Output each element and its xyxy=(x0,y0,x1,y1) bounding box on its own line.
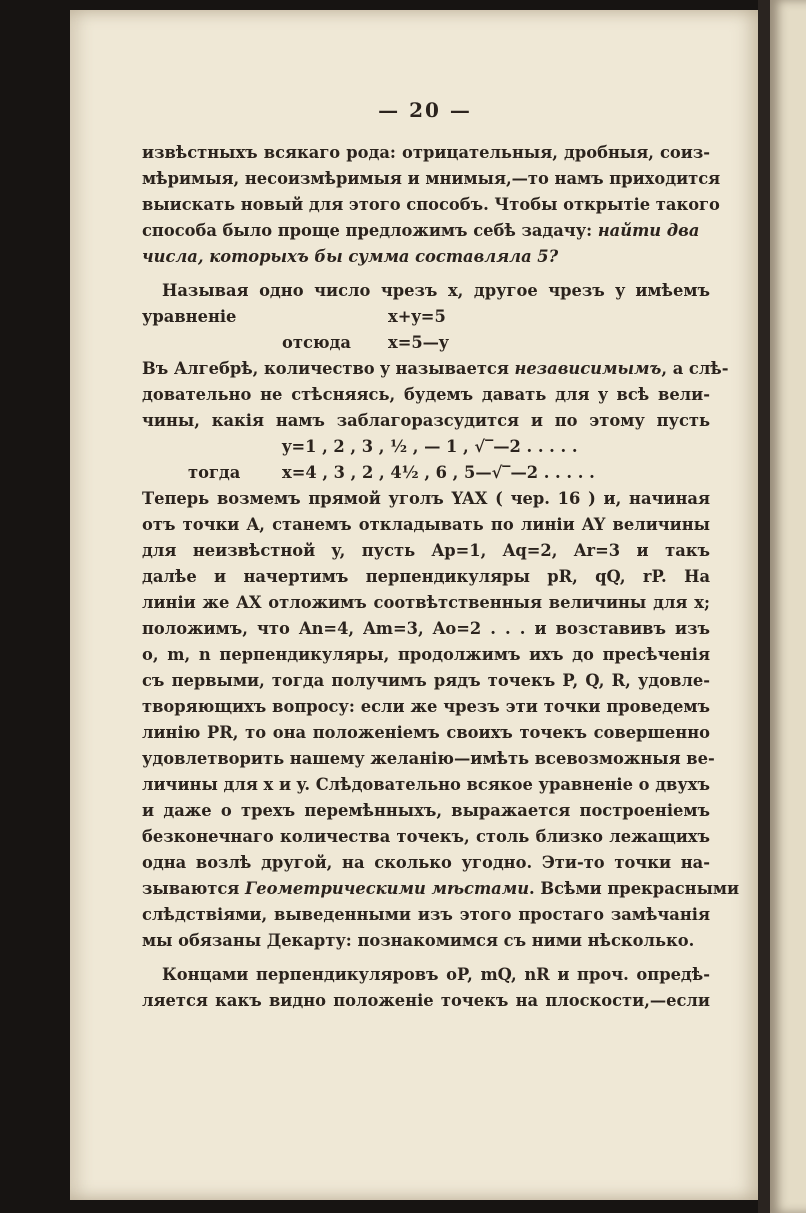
text-line xyxy=(142,876,740,902)
text-span: способа было проще предложимъ себѣ задачу: xyxy=(142,221,598,240)
text-line: Концами перпендикуляровъ oP, mQ, nR и проч. опредѣ- xyxy=(162,965,710,984)
italic-span: Геометрическими мѣстами xyxy=(244,879,530,898)
text-line xyxy=(142,460,710,486)
italic-span: независимымъ xyxy=(514,359,662,378)
text-span: зываются xyxy=(142,879,245,898)
text-line: съ первыми, тогда получимъ рядъ точекъ P, Q, R, удовле- xyxy=(142,671,710,690)
text-line: довательно не стѣсняясь, будемъ давать для y всѣ вели- xyxy=(142,385,710,404)
text-line: линіи же AX отложимъ соотвѣтственныя величины для x; xyxy=(142,593,710,612)
text-span: , а слѣ- xyxy=(661,359,729,378)
text-line: личины для x и y. Слѣдовательно всякое уравненіе о двухъ xyxy=(142,775,710,794)
equation: x=5—y xyxy=(388,333,449,352)
text-line xyxy=(142,356,729,382)
text-line: и даже о трехъ перемѣнныхъ, выражается построеніемъ xyxy=(142,801,710,820)
text-line: мѣримыя, несоизмѣримыя и мнимыя,—то намъ приходится xyxy=(142,169,721,188)
text-line: мы обязаны Декарту: познакомимся съ ними нѣсколько. xyxy=(142,931,695,950)
text-line: ляется какъ видно положеніе точекъ на плоскости,—если xyxy=(142,991,710,1010)
y-values-line: y=1 , 2 , 3 , ½ , — 1 , √‾—2 . . . . . xyxy=(282,437,578,456)
text-line: чины, какія намъ заблагоразсудится и по этому пусть xyxy=(142,411,710,430)
text-line: безконечнаго количества точекъ, столь близко лежащихъ xyxy=(142,827,710,846)
text-line: линію PR, то она положеніемъ своихъ точекъ совершенно xyxy=(142,723,710,742)
text-line: творяющихъ вопросу: если же чрезъ эти точки проведемъ xyxy=(142,697,710,716)
text-line: извѣстныхъ всякаго рода: отрицательныя, дробныя, соиз- xyxy=(142,143,710,162)
text-line: o, m, n перпендикуляры, продолжимъ ихъ до пресѣченія xyxy=(142,645,710,664)
text-line xyxy=(142,304,710,330)
text-span: тогда xyxy=(188,463,241,482)
next-page-edge xyxy=(770,0,806,1213)
text-line: слѣдствіями, выведенными изъ этого простаго замѣчанія xyxy=(142,905,710,924)
text-line: Теперь возмемъ прямой уголъ YAX ( чер. 16 ) и, начиная xyxy=(142,489,710,508)
text-line: отъ точки A, станемъ откладывать по линіи AY величины xyxy=(142,515,710,534)
italic-span: найти два xyxy=(597,221,700,240)
text-line xyxy=(142,218,710,244)
text-line: удовлетворить нашему желанію—имѣть всевозможныя ве- xyxy=(142,749,715,768)
text-line: для неизвѣстной y, пусть Ap=1, Aq=2, Ar=3 и такъ xyxy=(142,541,710,560)
equation: x+y=5 xyxy=(388,307,446,326)
text-line: числа, которыхъ бы сумма составляла 5? xyxy=(142,247,559,266)
x-values-line: x=4 , 3 , 2 , 4½ , 6 , 5—√‾—2 . . . . . xyxy=(282,463,595,482)
text-line: далѣе и начертимъ перпендикуляры pR, qQ, rP. На xyxy=(142,567,710,586)
text-line: одна возлѣ другой, на сколько угодно. Эти-то точки на- xyxy=(142,853,710,872)
text-span: . Всѣми прекрасными xyxy=(529,879,740,898)
text-span: отсюда xyxy=(282,333,351,352)
text-span: Въ Алгебрѣ, количество y называется xyxy=(142,359,515,378)
text-line xyxy=(142,330,710,356)
text-line: выискать новый для этого способъ. Чтобы открытіе такого xyxy=(142,195,720,214)
text-span: уравненіе xyxy=(142,307,237,326)
text-line: Называя одно число чрезъ x, другое чрезъ y имѣемъ xyxy=(162,281,710,300)
text-line: положимъ, что An=4, Am=3, Ao=2 . . . и возставивъ изъ xyxy=(142,619,710,638)
page-number: — 20 — xyxy=(378,98,472,122)
